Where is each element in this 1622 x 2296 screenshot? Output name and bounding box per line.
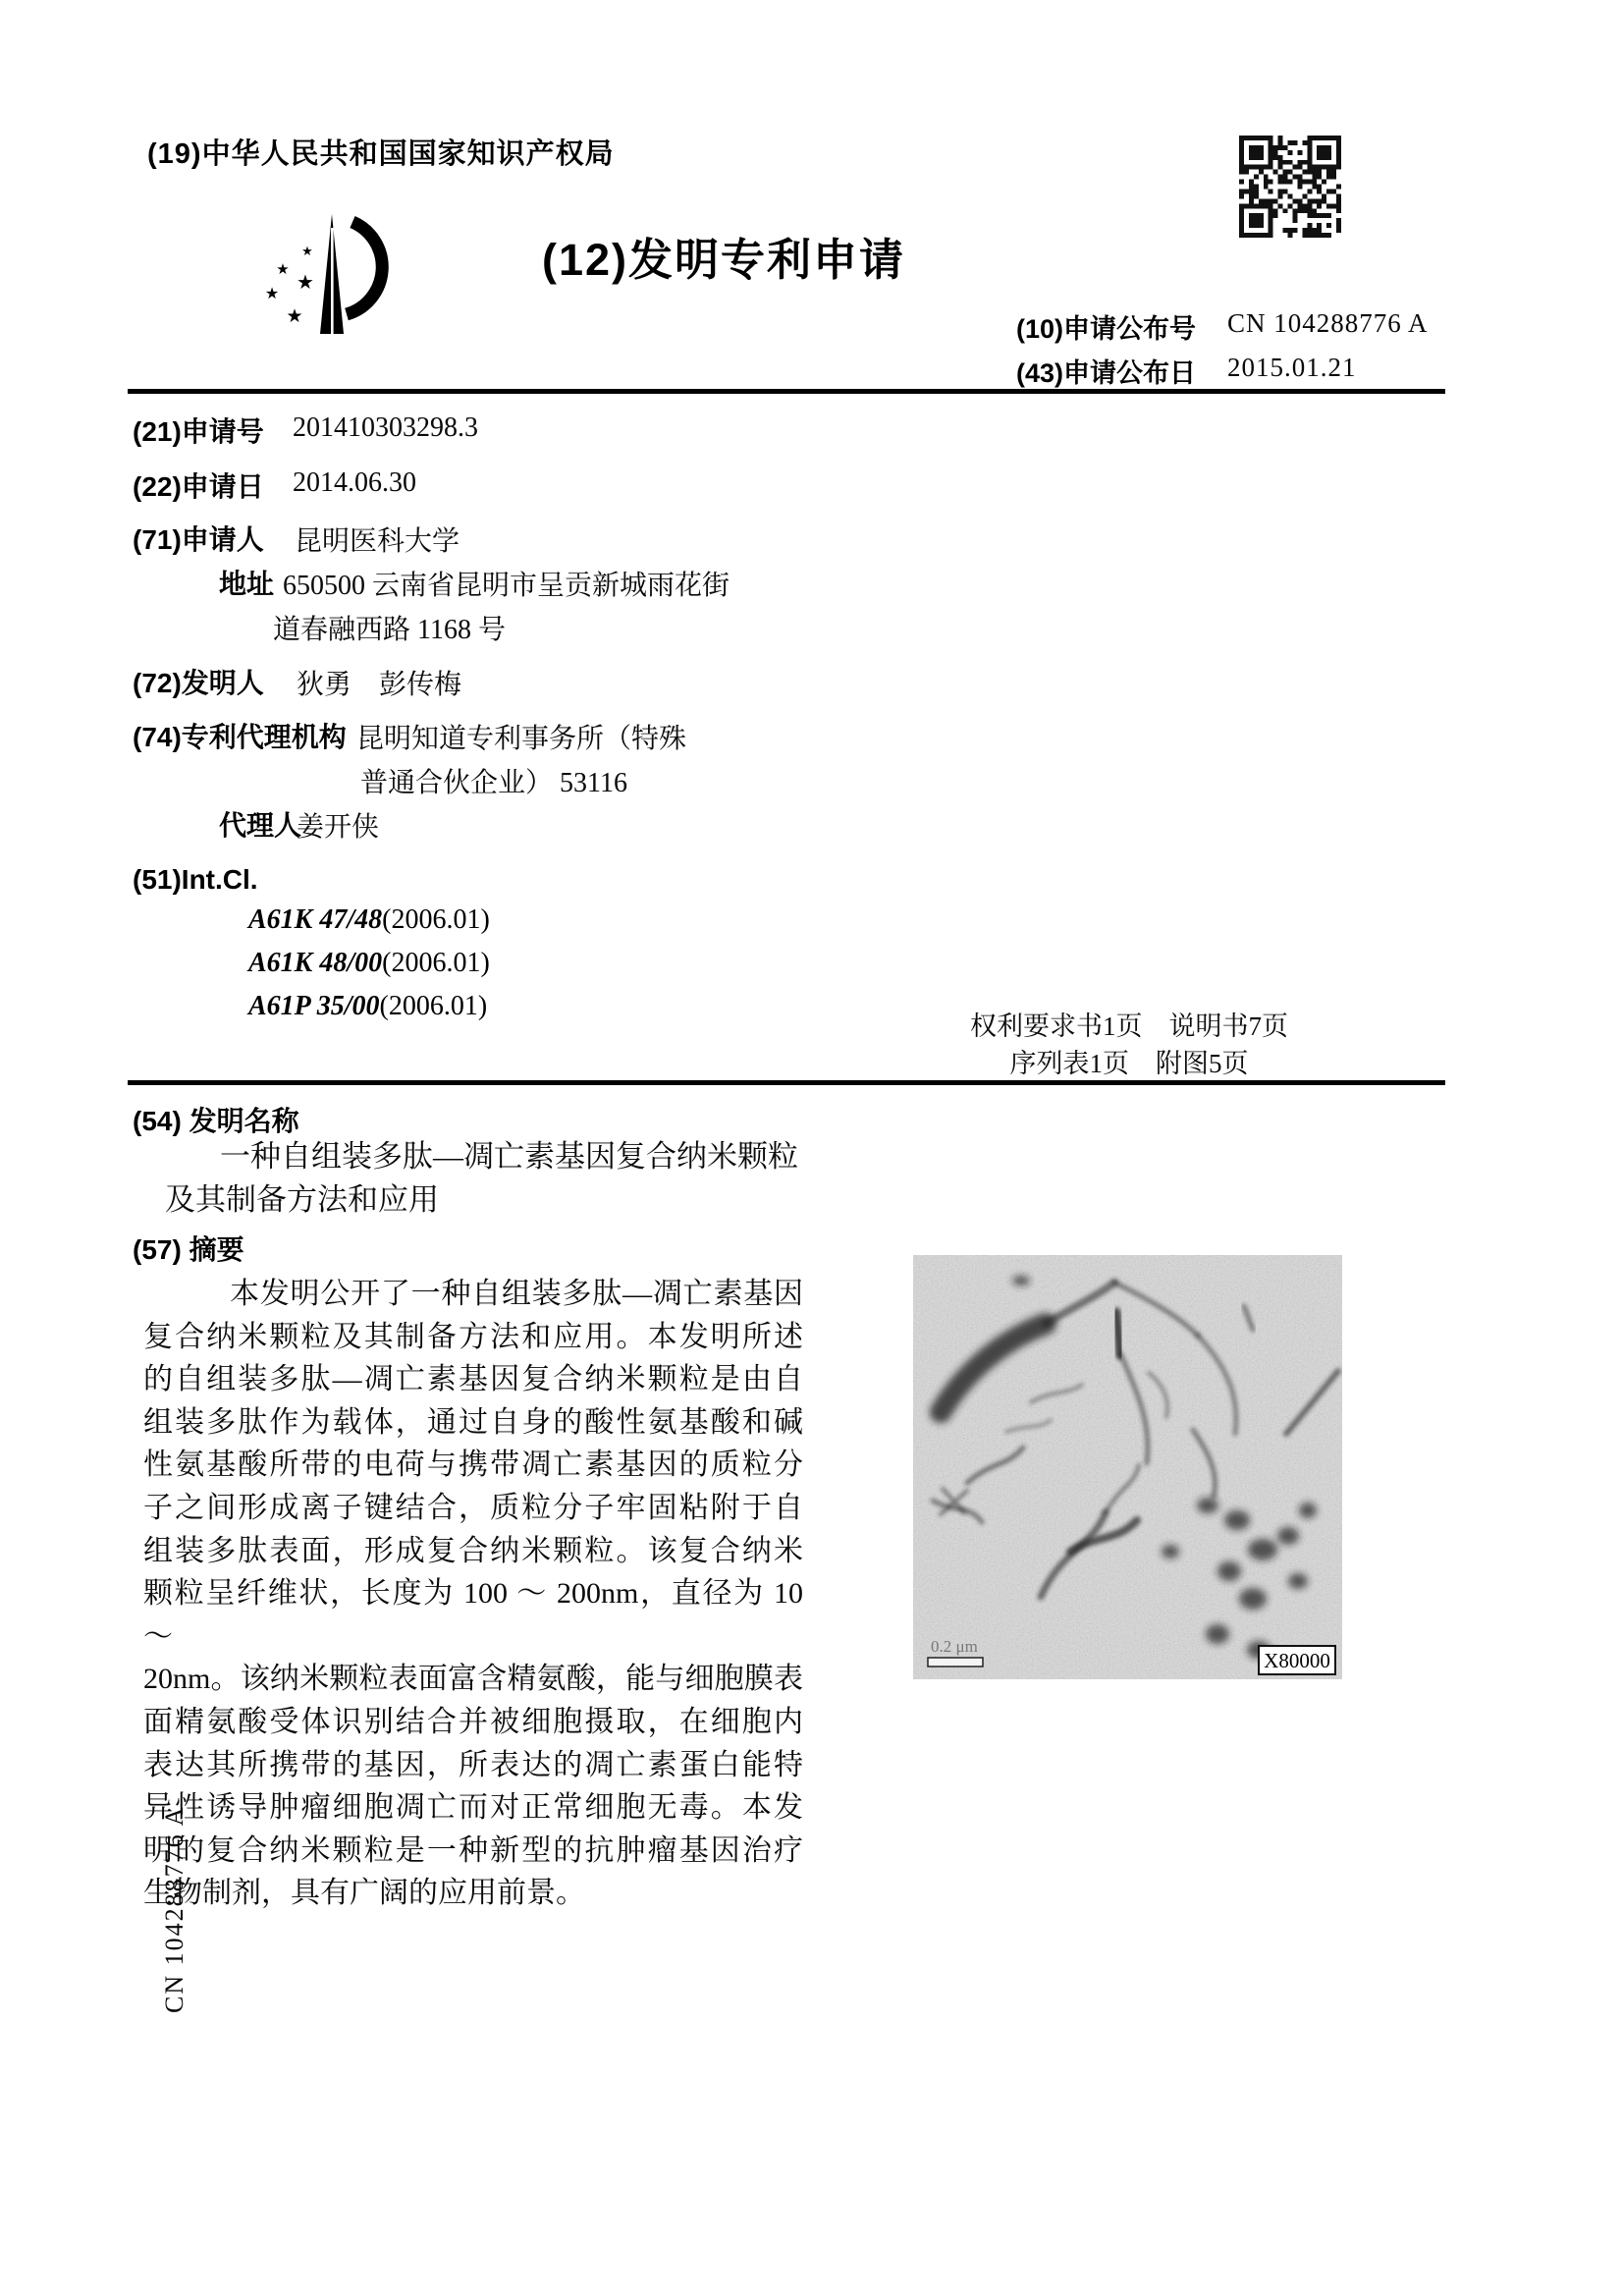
agent-value: 姜开侠: [297, 812, 380, 843]
page-counts-line2: 序列表1页 附图5页: [1009, 1049, 1249, 1078]
sipo-logo: [258, 208, 410, 346]
applicant-label: (71)申请人: [133, 524, 264, 555]
agency-line1: 昆明知道专利事务所（特殊: [356, 724, 687, 754]
abstract-text: [143, 1273, 803, 1915]
agency-label: (74)专利代理机构: [133, 722, 347, 752]
abstract-line: 异性诱导肿瘤细胞凋亡而对正常细胞无毒。本发: [143, 1791, 803, 1825]
inventor-value: 狄勇 彭传梅: [297, 670, 462, 700]
logo-crescent-icon: [347, 222, 382, 314]
applicant-value: 昆明医科大学: [295, 526, 460, 557]
intcl-class-item: A61K 48/00(2006.01): [248, 948, 490, 978]
intcl-label: (51)Int.Cl.: [133, 864, 258, 895]
invention-title-line2: 及其制备方法和应用: [165, 1182, 439, 1217]
magnification-badge: [1259, 1646, 1335, 1674]
agency-line2: 普通合伙企业） 53116: [360, 768, 627, 798]
divider-top: [128, 389, 1445, 394]
divider-middle: [128, 1080, 1445, 1085]
title-section-label: (54) 发明名称: [133, 1106, 299, 1136]
app-date-value: 2014.06.30: [293, 467, 416, 498]
issuing-office: (19)中华人民共和国国家知识产权局: [147, 138, 615, 170]
app-number-label: (21)申请号: [133, 416, 264, 447]
logo-stars-icon: [265, 244, 314, 327]
scale-bar: [928, 1658, 983, 1667]
app-number-value: 201410303298.3: [293, 412, 478, 443]
abstract-line: 本发明公开了一种自组装多肽—凋亡素基因: [230, 1278, 803, 1310]
scale-bar-label: 0.2 μm: [931, 1637, 978, 1656]
invention-title: [165, 1135, 833, 1222]
page-counts-line1: 权利要求书1页 说明书7页: [970, 1011, 1288, 1041]
inventor-label: (72)发明人: [133, 668, 264, 698]
abstract-line: 面精氨酸受体识别结合并被细胞摄取，在细胞内: [143, 1705, 803, 1738]
abstract-line: 组装多肽表面，形成复合纳米颗粒。该复合纳米: [143, 1534, 803, 1567]
svg-text:★: ★: [297, 272, 314, 294]
page-counts: [923, 1008, 1335, 1082]
abstract-line: 的自组装多肽—凋亡素基因复合纳米颗粒是由自: [143, 1363, 803, 1396]
abstract-line: 子之间形成离子键结合，质粒分子牢固粘附于自: [143, 1491, 803, 1524]
logo-obelisk-icon: [320, 214, 344, 334]
address-line2: 道春融西路 1168 号: [273, 615, 506, 645]
abstract-line: 20nm。该纳米颗粒表面富含精氨酸，能与细胞膜表: [143, 1663, 803, 1696]
abstract-line: 颗粒呈纤维状，长度为 100 ～ 200nm，直径为 10 ～: [143, 1577, 803, 1653]
pub-date-value: 2015.01.21: [1227, 353, 1357, 382]
pub-date-label: (43)申请公布日: [1016, 358, 1197, 388]
abstract-line: 明的复合纳米颗粒是一种新型的抗肿瘤基因治疗: [143, 1833, 803, 1867]
svg-text:★: ★: [276, 262, 290, 278]
document-type-title: (12)发明专利申请: [542, 235, 906, 285]
abstract-line: 性氨基酸所带的电荷与携带凋亡素基因的质粒分: [143, 1449, 803, 1482]
agent-label: 代理人: [219, 810, 302, 841]
svg-text:★: ★: [286, 306, 303, 327]
magnification-label: X80000: [1264, 1649, 1330, 1672]
intcl-class-item: A61P 35/00(2006.01): [248, 991, 488, 1021]
abstract-line: 表达其所携带的基因，所表达的凋亡素蛋白能特: [143, 1748, 803, 1781]
invention-title-line1: 一种自组装多肽—凋亡素基因复合纳米颗粒: [220, 1139, 798, 1174]
abstract-line: 生物制剂，具有广阔的应用前景。: [143, 1877, 585, 1910]
address-line1: 650500 云南省昆明市呈贡新城雨花街: [283, 571, 730, 601]
qr-code: [1239, 136, 1341, 238]
intcl-class-item: A61K 47/48(2006.01): [248, 904, 490, 935]
side-publication-code: CN 104288776 A: [160, 1805, 189, 2013]
tem-micrograph: [913, 1255, 1342, 1679]
intcl-classes-list: [248, 904, 490, 1034]
address-label: 地址: [219, 569, 275, 599]
pub-number-label: (10)申请公布号: [1016, 314, 1197, 344]
svg-text:★: ★: [264, 286, 280, 302]
svg-text:★: ★: [301, 244, 313, 258]
app-date-label: (22)申请日: [133, 471, 264, 502]
abstract-line: 复合纳米颗粒及其制备方法和应用。本发明所述: [143, 1320, 803, 1353]
abstract-section-label: (57) 摘要: [133, 1234, 244, 1265]
abstract-line: 组装多肽作为载体，通过自身的酸性氨基酸和碱: [143, 1405, 803, 1439]
pub-number-value: CN 104288776 A: [1227, 308, 1429, 338]
